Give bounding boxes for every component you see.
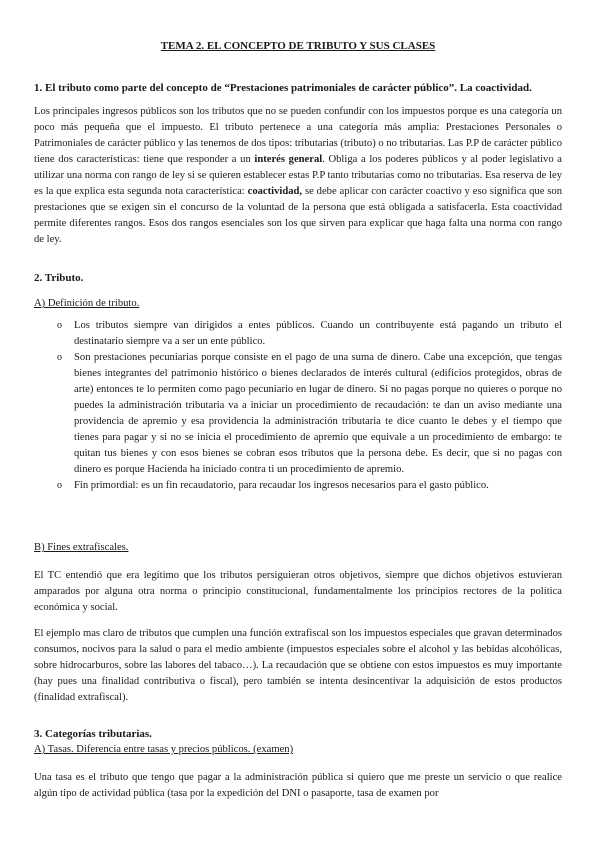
subsection-3a-heading: A) Tasas. Diferencia entre tasas y precios públicos. (examen) — [34, 744, 294, 755]
fines-extrafiscales-paragraph-2: El ejemplo mas claro de tributos que cumplen una función extrafiscal son los impuestos especiales que gravan determinados consumos, nocivos para la salud o para el medio ambiente (impuestos especiales sobre el alcohol y las bebidas alcohólicas, sobre hidrocarburos, sobre las labores del tabaco…). La recaudación que se obtiene con estos impuestos es muy importante (hay pues una finalidad contributiva o fiscal), pero también se intenta desincentivar la adquisición de estos productos (finalidad extrafiscal). — [34, 628, 562, 703]
bullet-marker: o — [57, 352, 62, 363]
definition-bullet-list — [34, 318, 562, 494]
section-1-paragraph — [34, 104, 562, 248]
section-2-heading: 2. Tributo. — [34, 272, 84, 284]
document-title: TEMA 2. EL CONCEPTO DE TRIBUTO Y SUS CLASES — [160, 40, 436, 52]
section-3-heading: 3. Categorías tributarias. — [34, 728, 152, 740]
text-run: se debe aplicar con carácter coactivo y eso significa que son prestaciones que se exigen sin el concurso de la voluntad de la persona que está obligada a satisfacerla. Esta coactividad permite diferentes rangos. Esos dos rangos esenciales son los que sirven para explicar que haga falta una norma con rango de ley. — [34, 186, 562, 245]
list-item — [34, 478, 562, 494]
subsection-2b-heading: B) Fines extrafiscales. — [34, 542, 129, 553]
text-run: . Obliga a los poderes públicos y al poder legislativo a utilizar una norma con rango de ley si se quieren establecer estas P.P tanto tributarias como no tributarias. Esa reserva de ley es la que explica esta segunda nota característica: — [34, 154, 562, 197]
bullet-marker: o — [57, 320, 62, 331]
bullet-marker: o — [57, 480, 62, 491]
text-run: Los principales ingresos públicos son los tributos que no se pueden confundir con los impuestos porque es una categoría un poco más pequeña que el impuesto. El tributo pertenece a una categoría más amplia: Prestaciones Personales o Patrimoniales de carácter público y las tenemos de dos tipos: tributarias (tributo) o no tributarias. Las P.P de carácter público tiene dos características: tiene que responder a un — [34, 106, 562, 165]
list-item — [34, 350, 562, 478]
document-page — [34, 38, 562, 802]
list-item-text: Los tributos siempre van dirigidos a entes públicos. Cuando un contribuyente está pagando un tributo el destinatario siempre va a ser un ente público. — [74, 320, 562, 347]
list-item — [34, 318, 562, 350]
bold-term-coactividad: coactividad, — [247, 186, 303, 197]
list-item-text: Fin primordial: es un fin recaudatorio, para recaudar los ingresos necesarios para el gasto público. — [74, 480, 489, 491]
tasas-paragraph: Una tasa es el tributo que tengo que pagar a la administración pública si quiero que me preste un servicio o que realice algún tipo de actividad pública (tasa por la expedición del DNI o pasaporte, tasa de examen por — [34, 772, 562, 799]
list-item-text: Son prestaciones pecuniarias porque consiste en el pago de una suma de dinero. Cabe una excepción, que tengas bienes integrantes del patrimonio histórico o bienes declarados de interés cultural (edificios protegidos, obras de arte) entonces te lo permiten como pago pecuniario en lugar de dinero. Si no pagas porque no quieres o porque no puedes la administración tributaria va a iniciar un procedimiento de recaudación: te dan un aviso mediante una providencia de apremio y esa providencia la administración tributaria te dice cuanto le debes y el tiempo que tienes para pagar y si no se inicia el procedimiento de apremio que equivale a un procedimiento de embargo: te quitan tus bienes y con esos bienes se cobran esos tributos que la persona debe. Es decir, que si no pagas con dinero es porque Hacienda ha iniciado contra ti un procedimiento de apremio. — [74, 352, 562, 475]
subsection-2a-heading: A) Definición de tributo. — [34, 298, 140, 309]
section-1-heading: 1. El tributo como parte del concepto de “Prestaciones patrimoniales de carácter público”. La coactividad. — [34, 82, 532, 94]
fines-extrafiscales-paragraph-1: El TC entendió que era legítimo que los tributos persiguieran otros objetivos, siempre que dichos objetivos estuvieran amparados por alguna otra norma o principio constitucional, fundamentalmente los principios rectores de la política económica y social. — [34, 570, 562, 613]
bold-term-interes-general: interés general — [254, 154, 323, 165]
